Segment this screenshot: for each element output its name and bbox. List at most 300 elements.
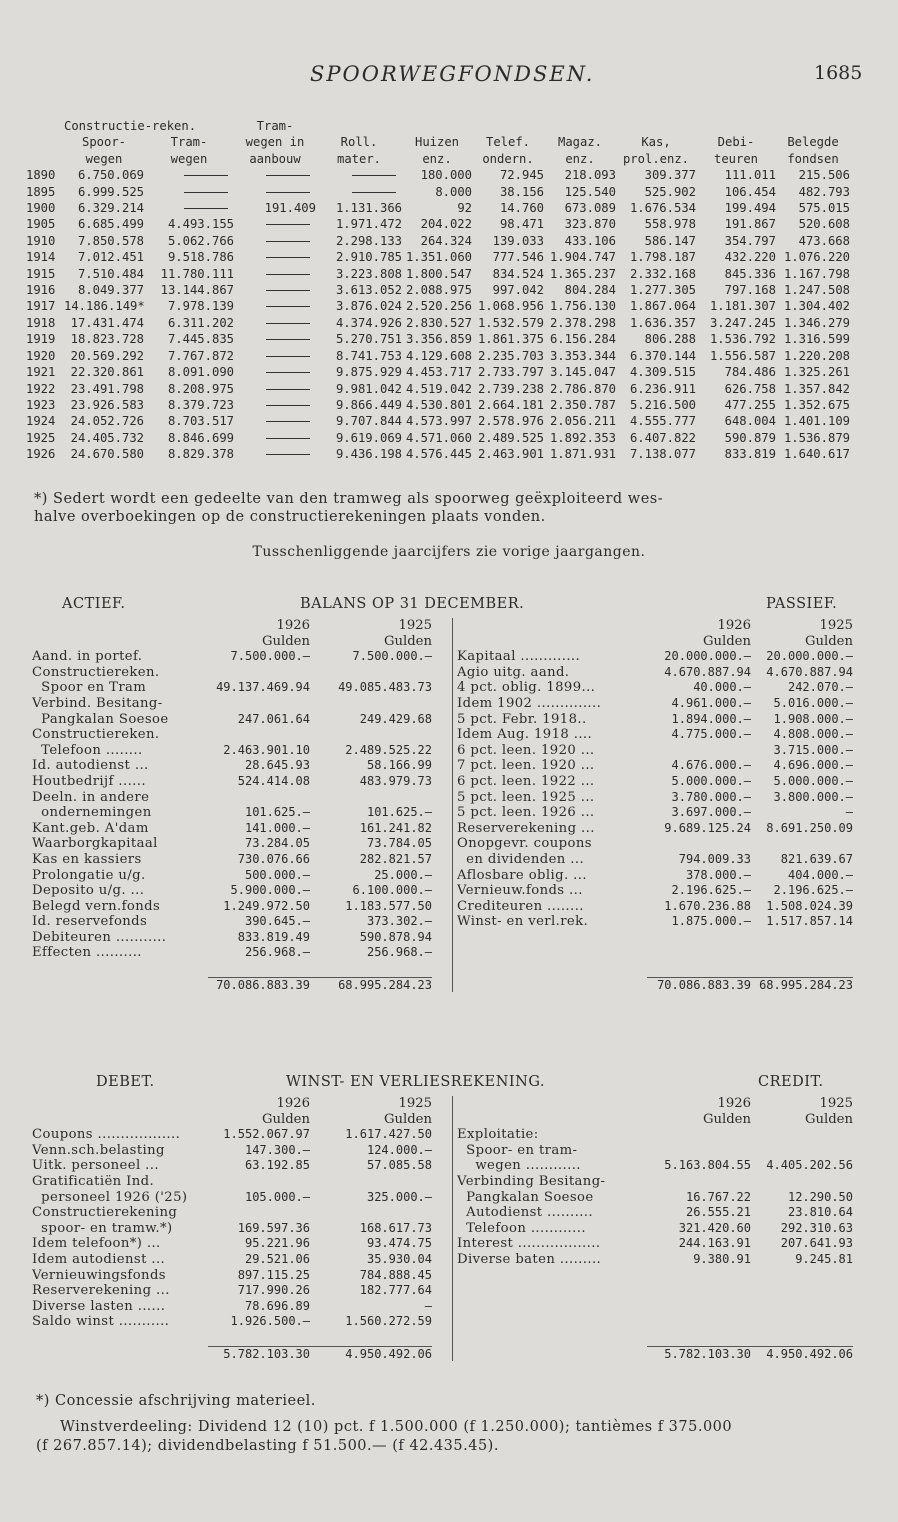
stats-cell: 3.356.859 [405, 332, 472, 347]
account-row [457, 836, 872, 852]
account-row [32, 852, 444, 868]
unit-header-row [457, 1112, 872, 1128]
stats-cell: 92 [457, 201, 472, 216]
account-value: 1.875.000.— [671, 914, 751, 929]
account-label: Venn.sch.belasting [32, 1142, 165, 1158]
account-value: 4.670.887.94 [766, 664, 853, 679]
stats-cell: 191.409 [264, 201, 316, 216]
spacer [32, 1346, 208, 1362]
stats-cell: 9.866.449 [335, 397, 402, 412]
stats-cell: 433.106 [564, 233, 616, 248]
stats-cell: 7.510.484 [77, 266, 144, 281]
account-label: 5 pct. Febr. 1918.. [457, 711, 587, 727]
stats-cell: 1.365.237 [549, 266, 616, 281]
stats-row [26, 298, 866, 314]
account-row [457, 1190, 872, 1206]
stats-cell: 72.945 [499, 168, 544, 183]
stats-cell: 2.664.181 [477, 397, 544, 412]
stats-cell: 1.676.534 [629, 201, 696, 216]
account-label: Spoor en Tram [32, 680, 147, 696]
empty-dash [234, 233, 316, 249]
account-label: Exploitatie: [457, 1127, 539, 1143]
account-row [32, 930, 444, 946]
stats-cell: 1.640.617 [783, 447, 850, 462]
account-value: 2.196.625.— [773, 883, 853, 898]
account-value: 3.780.000.— [671, 789, 751, 804]
stats-row [26, 430, 866, 446]
account-row [32, 727, 444, 743]
account-value: 5.000.000.— [671, 773, 751, 788]
blank-row [32, 961, 444, 977]
account-label: Diverse lasten ...... [32, 1298, 166, 1314]
stats-cell: 6.999.525 [77, 184, 144, 199]
stats-cell: 2.830.527 [405, 315, 472, 330]
stats-header-cell [616, 118, 696, 134]
stats-cell: 9.981.042 [335, 381, 402, 396]
stats-cell: 191.867 [724, 217, 776, 232]
stats-header-row [26, 134, 866, 150]
stats-cell: 7.978.139 [167, 299, 234, 314]
year-label: 1926 [717, 618, 751, 633]
statistics-footnote [34, 490, 864, 526]
account-label: Idem 1902 .............. [457, 695, 602, 711]
account-value: 58.166.99 [366, 758, 432, 773]
stats-cell: 309.377 [644, 168, 696, 183]
stats-cell: 1.401.109 [783, 414, 850, 429]
account-value: 821.639.67 [780, 851, 853, 866]
account-value [647, 743, 751, 759]
account-label: Effecten .......... [32, 945, 142, 961]
account-label: Idem Aug. 1918 .... [457, 727, 593, 743]
account-value [208, 727, 310, 743]
account-row [457, 649, 872, 665]
account-value: 93.474.75 [366, 1236, 432, 1251]
stats-cell: 6.311.202 [167, 315, 234, 330]
year-cell: 1916 [26, 283, 56, 298]
total-value: 5.782.103.30 [208, 1346, 310, 1362]
account-value: 26.555.21 [685, 1205, 751, 1220]
stats-header-cell [26, 151, 64, 167]
account-value: 49.085.483.73 [338, 680, 432, 695]
stats-cell: 20.569.292 [70, 348, 144, 363]
total-value: 68.995.284.23 [751, 977, 853, 993]
account-label: Telefoon ........ [32, 742, 143, 758]
account-row [32, 1158, 444, 1174]
account-label: ondernemingen [32, 805, 152, 821]
account-value: 1.560.272.59 [345, 1314, 432, 1329]
account-label: spoor- en tramw.*) [32, 1220, 173, 1236]
account-label: Verbind. Besitang- [32, 695, 163, 711]
stats-cell: 17.431.474 [70, 315, 144, 330]
account-value: 20.000.000.— [664, 649, 751, 664]
stats-cell: 525.902 [644, 184, 696, 199]
account-row [32, 1127, 444, 1143]
stats-row [26, 315, 866, 331]
account-value: 524.414.08 [237, 773, 310, 788]
stats-cell: 8.000 [435, 184, 472, 199]
blank-row [457, 1299, 872, 1315]
stats-cell: 2.463.901 [477, 447, 544, 462]
year-cell: 1915 [26, 266, 56, 281]
account-value: 833.819.49 [237, 929, 310, 944]
stats-row [26, 331, 866, 347]
stats-header-row [26, 118, 866, 134]
spacer [457, 1096, 647, 1112]
account-value: 7.500.000.— [230, 649, 310, 664]
account-row [32, 1221, 444, 1237]
account-label: Constructiereken. [32, 664, 160, 680]
spacer [457, 977, 647, 993]
empty-dash [316, 184, 402, 200]
account-value: 373.302.— [366, 914, 432, 929]
stats-cell: 1.316.599 [783, 332, 850, 347]
stats-cell: 6.156.284 [549, 332, 616, 347]
account-row [457, 680, 872, 696]
account-label: Reserverekening ... [32, 1283, 170, 1299]
account-value [647, 1127, 751, 1143]
total-value: 4.950.492.06 [751, 1346, 853, 1362]
stats-header-cell: Telef. [485, 135, 531, 150]
empty-dash [234, 381, 316, 397]
account-label: 7 pct. leen. 1920 ... [457, 758, 595, 774]
unit-header-row [457, 634, 872, 650]
account-label: Aflosbare oblig. ... [457, 867, 587, 883]
blank-row [457, 945, 872, 961]
account-row [32, 1174, 444, 1190]
stats-header-cell: wegen [85, 151, 123, 166]
stats-cell: 106.454 [724, 184, 776, 199]
stats-cell: 777.546 [492, 250, 544, 265]
year-label: 1925 [819, 618, 853, 633]
account-label: Interest .................. [457, 1236, 601, 1252]
stats-cell: 2.910.785 [335, 250, 402, 265]
account-value: 3.697.000.— [671, 805, 751, 820]
account-label: Kapitaal ............. [457, 649, 581, 665]
spacer [32, 1112, 208, 1128]
account-row [457, 665, 872, 681]
stats-cell: 2.088.975 [405, 283, 472, 298]
empty-dash [234, 413, 316, 429]
account-value: 182.777.64 [359, 1283, 432, 1298]
stats-header-cell [26, 118, 64, 134]
stats-header-cell [26, 134, 64, 150]
empty-dash [234, 298, 316, 314]
account-label: Idem telefoon*) ... [32, 1236, 161, 1252]
blank-row [457, 1314, 872, 1330]
stats-cell: 9.875.929 [335, 365, 402, 380]
stats-cell: 14.186.149* [64, 299, 145, 314]
spacer [32, 1096, 208, 1112]
stats-cell: 1.346.279 [783, 315, 850, 330]
account-value: 378.000.— [685, 867, 751, 882]
empty-dash [234, 364, 316, 380]
account-label: Houtbedrijf ...... [32, 773, 146, 789]
account-value: 244.163.91 [678, 1236, 751, 1251]
account-row [457, 1143, 872, 1159]
account-row [32, 1190, 444, 1206]
stats-header-cell: Roll. [340, 135, 378, 150]
stats-cell: 8.091.090 [167, 365, 234, 380]
account-label: 5 pct. leen. 1926 ... [457, 805, 595, 821]
account-value: — [424, 1298, 432, 1313]
year-header-row [457, 1096, 872, 1112]
stats-cell: 1.352.675 [783, 397, 850, 412]
account-value: 78.696.89 [244, 1298, 310, 1313]
account-label: Id. reservefonds [32, 914, 148, 930]
account-value: 1.508.024.39 [766, 898, 853, 913]
year-header-row [32, 618, 444, 634]
year-label: 1926 [276, 618, 310, 633]
account-value: 256.968.— [366, 945, 432, 960]
account-value: 169.597.36 [237, 1220, 310, 1235]
account-label: Waarborgkapitaal [32, 836, 158, 852]
account-label: Id. autodienst ... [32, 758, 149, 774]
account-value: 40.000.— [693, 680, 751, 695]
account-value: 4.676.000.— [671, 758, 751, 773]
account-label: Saldo winst ........... [32, 1314, 170, 1330]
stats-cell: 323.870 [564, 217, 616, 232]
stats-cell: 4.493.155 [167, 217, 234, 232]
year-cell: 1917 [26, 299, 56, 314]
account-row [457, 914, 872, 930]
stats-cell: 38.156 [499, 184, 544, 199]
total-value: 5.782.103.30 [647, 1346, 751, 1362]
account-value [208, 790, 310, 806]
account-row [32, 1236, 444, 1252]
account-label: Crediteuren ........ [457, 898, 584, 914]
stats-header-cell [402, 118, 472, 134]
stats-cell: 590.879 [724, 430, 776, 445]
account-value: 73.284.05 [244, 836, 310, 851]
unit-label: Gulden [384, 633, 432, 649]
stats-cell: 23.491.798 [70, 381, 144, 396]
account-label: 5 pct. leen. 1925 ... [457, 789, 595, 805]
stats-cell: 7.850.578 [77, 233, 144, 248]
stats-cell: 8.846.699 [167, 430, 234, 445]
intermediate-years-note: Tusschenliggende jaarcijfers zie vorige jaargangen. [252, 544, 646, 560]
stats-header-cell: Belegde [787, 135, 839, 150]
stats-cell: 1.220.208 [783, 348, 850, 363]
stats-cell: 4.555.777 [629, 414, 696, 429]
year-cell: 1923 [26, 397, 56, 412]
stats-cell: 3.247.245 [709, 315, 776, 330]
year-label: 1926 [276, 1096, 310, 1111]
year-cell: 1910 [26, 233, 56, 248]
account-value: 730.076.66 [237, 851, 310, 866]
stats-cell: 4.573.997 [405, 414, 472, 429]
stats-cell: 8.703.517 [167, 414, 234, 429]
account-value: 49.137.469.94 [216, 680, 310, 695]
empty-dash [144, 200, 234, 216]
stats-row [26, 233, 866, 249]
account-row [457, 883, 872, 899]
account-label: Constructiereken. [32, 727, 160, 743]
stats-cell: 11.780.111 [160, 266, 234, 281]
empty-dash [234, 216, 316, 232]
stats-header-cell: teuren [713, 151, 759, 166]
account-row [32, 945, 444, 961]
stats-cell: 1.277.305 [629, 283, 696, 298]
year-cell: 1922 [26, 381, 56, 396]
account-row [457, 1221, 872, 1237]
account-row [457, 852, 872, 868]
account-label: wegen ............ [457, 1158, 581, 1174]
stats-cell: 9.619.069 [335, 430, 402, 445]
account-row [457, 805, 872, 821]
account-row [32, 758, 444, 774]
stats-row [26, 200, 866, 216]
account-value: 4.405.202.56 [766, 1158, 853, 1173]
stats-cell: 1.167.798 [783, 266, 850, 281]
stats-cell: 215.506 [798, 168, 850, 183]
account-value: 5.163.804.55 [664, 1158, 751, 1173]
account-value: 500.000.— [244, 867, 310, 882]
stats-header-cell: enz. [422, 151, 452, 166]
stats-cell: 1.068.956 [477, 299, 544, 314]
year-cell: 1926 [26, 447, 56, 462]
stats-header-cell: Spoor- [81, 135, 127, 150]
stats-cell: 833.819 [724, 447, 776, 462]
stats-cell: 8.741.753 [335, 348, 402, 363]
passief-column [452, 618, 872, 992]
account-value: 1.552.067.97 [223, 1127, 310, 1142]
stats-cell: 125.540 [564, 184, 616, 199]
stats-cell: 13.144.867 [160, 283, 234, 298]
winst-footnote: *) Concessie afschrijving materieel. [36, 1393, 316, 1409]
account-value [751, 1127, 853, 1143]
account-value [208, 665, 310, 681]
account-value: 4.808.000.— [773, 727, 853, 742]
statistics-table [26, 118, 866, 463]
empty-dash [316, 167, 402, 183]
stats-cell: 4.374.926 [335, 315, 402, 330]
account-label: Aand. in portef. [32, 649, 143, 665]
account-label: Telefoon ............ [457, 1220, 586, 1236]
account-value: 20.000.000.— [766, 649, 853, 664]
year-cell: 1905 [26, 217, 56, 232]
stats-cell: 3.876.024 [335, 299, 402, 314]
account-row [457, 774, 872, 790]
account-value: 2.463.901.10 [223, 742, 310, 757]
stats-cell: 1.325.261 [783, 365, 850, 380]
account-value: 63.192.85 [244, 1158, 310, 1173]
stats-cell: 9.518.786 [167, 250, 234, 265]
account-label: Onopgevr. coupons [457, 836, 592, 852]
unit-label: Gulden [384, 1111, 432, 1127]
debet-heading: DEBET. [96, 1074, 155, 1090]
total-value: 70.086.883.39 [647, 977, 751, 993]
stats-cell: 4.571.060 [405, 430, 472, 445]
account-value: 7.500.000.— [352, 649, 432, 664]
stats-cell: 14.760 [499, 201, 544, 216]
stats-cell: 22.320.861 [70, 365, 144, 380]
footnote-line: *) Sedert wordt een gedeelte van den tramweg als spoorweg geëxploiteerd wes- [34, 491, 664, 507]
spacer [32, 634, 208, 650]
account-value: 6.100.000.— [352, 883, 432, 898]
actief-column [32, 618, 444, 992]
stats-cell: 1.798.187 [629, 250, 696, 265]
account-value: 784.888.45 [359, 1267, 432, 1282]
stats-cell: 204.022 [420, 217, 472, 232]
stats-header-cell [544, 118, 616, 134]
account-value: 105.000.— [244, 1189, 310, 1204]
account-value: 73.784.05 [366, 836, 432, 851]
account-value: 9.245.81 [795, 1251, 853, 1266]
account-row [457, 821, 872, 837]
stats-cell: 1.181.307 [709, 299, 776, 314]
balans-heading: BALANS OP 31 DECEMBER. [300, 596, 525, 612]
account-value: 2.489.525.22 [345, 742, 432, 757]
account-row [32, 914, 444, 930]
year-label: 1925 [398, 1096, 432, 1111]
stats-row [26, 167, 866, 183]
stats-header-cell: Huizen [414, 135, 460, 150]
stats-cell: 845.336 [724, 266, 776, 281]
stats-cell: 1.636.357 [629, 315, 696, 330]
empty-dash [234, 348, 316, 364]
stats-cell: 482.793 [798, 184, 850, 199]
stats-cell: 477.255 [724, 397, 776, 412]
stats-cell: 3.145.047 [549, 365, 616, 380]
account-label: 6 pct. leen. 1922 ... [457, 773, 595, 789]
account-value [310, 1205, 432, 1221]
stats-cell: 2.733.797 [477, 365, 544, 380]
stats-cell: 18.823.728 [70, 332, 144, 347]
empty-dash [144, 167, 234, 183]
account-value: 1.617.427.50 [345, 1127, 432, 1142]
spacer [32, 618, 208, 634]
account-row [32, 790, 444, 806]
stats-cell: 354.797 [724, 233, 776, 248]
account-row [457, 899, 872, 915]
account-value: 717.990.26 [237, 1283, 310, 1298]
stats-cell: 180.000 [420, 168, 472, 183]
account-value: 4.670.887.94 [664, 664, 751, 679]
account-value: 483.979.73 [359, 773, 432, 788]
stats-cell: 1.076.220 [783, 250, 850, 265]
account-value: 101.625.— [244, 805, 310, 820]
stats-cell: 784.486 [724, 365, 776, 380]
stats-cell: 9.707.844 [335, 414, 402, 429]
account-label: 6 pct. leen. 1920 ... [457, 742, 595, 758]
account-row [457, 743, 872, 759]
stats-cell: 1.556.587 [709, 348, 776, 363]
stats-cell: 626.758 [724, 381, 776, 396]
stats-cell: 2.235.703 [477, 348, 544, 363]
stats-cell: 2.298.133 [335, 233, 402, 248]
account-label: Kant.geb. A'dam [32, 820, 149, 836]
stats-cell: 1.247.508 [783, 283, 850, 298]
account-value: 57.085.58 [366, 1158, 432, 1173]
stats-cell: 5.062.766 [167, 233, 234, 248]
account-value [751, 1174, 853, 1190]
spacer [32, 977, 208, 993]
account-label: Pangkalan Soesoe [32, 711, 169, 727]
account-row [32, 665, 444, 681]
stats-header-cell: enz. [565, 151, 595, 166]
account-label: Diverse baten ......... [457, 1251, 602, 1267]
stats-cell: 1.871.931 [549, 447, 616, 462]
stats-row [26, 348, 866, 364]
year-header-row [457, 618, 872, 634]
stats-cell: 1.756.130 [549, 299, 616, 314]
account-row [32, 1143, 444, 1159]
stats-cell: 673.089 [564, 201, 616, 216]
page-number: 1685 [814, 62, 863, 84]
account-label: Vernieuw.fonds ... [457, 883, 583, 899]
account-value: 256.968.— [244, 945, 310, 960]
account-row [457, 712, 872, 728]
